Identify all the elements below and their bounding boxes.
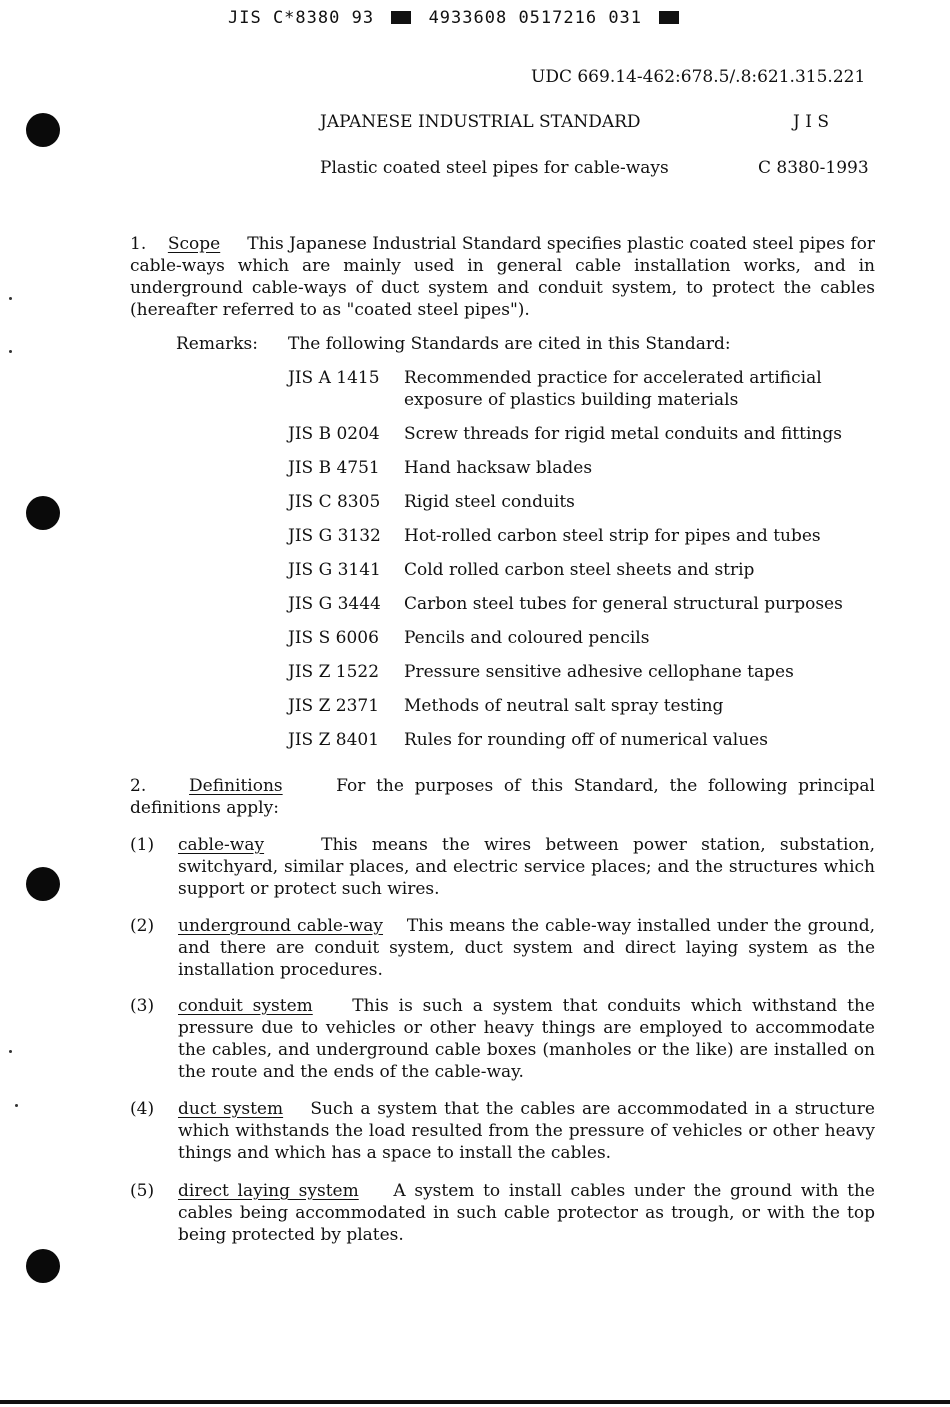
binder-hole	[26, 1249, 60, 1283]
remarks-text: The following Standards are cited in this Standard:	[288, 334, 731, 354]
list-item	[288, 695, 878, 717]
definition-item	[130, 915, 875, 981]
definition-term: conduit system	[178, 996, 313, 1016]
standard-code: JIS A 1415	[288, 368, 380, 388]
scan-mark	[9, 350, 12, 353]
cited-standards-list	[288, 367, 878, 763]
definition-text: Such a system that the cables are accommodated in a structure which withstands the load resulted from the pressure of vehicles or other heavy things and which has a space to install the cables.	[178, 1099, 875, 1163]
standard-code: JIS Z 2371	[288, 696, 380, 716]
scan-mark	[15, 1104, 18, 1107]
jis-mark: J I S	[793, 112, 829, 132]
standard-code: JIS Z 1522	[288, 662, 380, 682]
stamp-left: JIS C*8380 93	[228, 8, 375, 28]
standard-title: Carbon steel tubes for general structural purposes	[404, 594, 843, 614]
list-item	[288, 627, 878, 649]
standard-title: Pressure sensitive adhesive cellophane tapes	[404, 662, 794, 682]
scan-mark	[9, 1050, 12, 1053]
section-text: This Japanese Industrial Standard specifies plastic coated steel pipes for cable-ways which are mainly used in general cable installation works, and in underground cable-ways of duct system and conduit system, to protect the cables (hereafter referred to as "coated steel pipes").	[130, 234, 876, 320]
section-definitions	[130, 775, 875, 819]
standard-title: Pencils and coloured pencils	[404, 628, 650, 648]
section-scope	[130, 233, 875, 321]
definition-item	[130, 1180, 875, 1246]
section-heading: Scope	[167, 234, 221, 254]
list-item	[288, 457, 878, 479]
standard-code: JIS C 8305	[288, 492, 381, 512]
binder-hole	[26, 867, 60, 901]
standard-code: JIS G 3132	[288, 526, 381, 546]
standard-title: Plastic coated steel pipes for cable-ways	[320, 158, 669, 178]
definition-number: (2)	[130, 916, 155, 936]
section-number: 2.	[130, 776, 147, 796]
section-heading: Definitions	[189, 776, 283, 796]
section-number: 1.	[130, 234, 147, 254]
standard-organization: JAPANESE INDUSTRIAL STANDARD	[320, 112, 641, 132]
list-item	[288, 661, 878, 683]
standard-code: JIS B 0204	[288, 424, 380, 444]
standard-title: Methods of neutral salt spray testing	[404, 696, 724, 716]
definition-text: This is such a system that conduits which withstand the pressure due to vehicles or other heavy things are employed to accommodate the cables, and underground cable boxes (manholes or the like) are installed on the route and the ends of the cable-way.	[178, 996, 875, 1082]
standard-title: Recommended practice for accelerated artificial exposure of plastics building materials	[404, 368, 822, 410]
document-stamp	[228, 8, 685, 28]
list-item	[288, 367, 878, 411]
binder-hole	[26, 496, 60, 530]
standard-title: Screw threads for rigid metal conduits and fittings	[404, 424, 842, 444]
standard-code: JIS B 4751	[288, 458, 380, 478]
scan-mark	[9, 297, 12, 300]
definition-item	[130, 1098, 875, 1164]
standard-title: Rules for rounding off of numerical values	[404, 730, 768, 750]
definition-text: This means the wires between power station, substation, switchyard, similar places, and electric service places; and the structures which support or protect such wires.	[178, 835, 875, 899]
definition-number: (4)	[130, 1099, 155, 1119]
definition-number: (3)	[130, 996, 155, 1016]
definition-term: underground cable-way	[178, 916, 384, 936]
standard-code: JIS G 3444	[288, 594, 381, 614]
standard-title: Hand hacksaw blades	[404, 458, 593, 478]
standard-title: Hot-rolled carbon steel strip for pipes and tubes	[404, 526, 821, 546]
stamp-block-1	[391, 11, 411, 24]
definition-number: (1)	[130, 835, 155, 855]
stamp-middle: 4933608 0517216 031	[428, 8, 643, 28]
definition-number: (5)	[130, 1181, 155, 1201]
list-item	[288, 525, 878, 547]
definition-term: direct laying system	[178, 1181, 359, 1201]
list-item	[288, 559, 878, 581]
standard-title: Rigid steel conduits	[404, 492, 575, 512]
standard-code: JIS S 6006	[288, 628, 379, 648]
definition-term: cable-way	[178, 835, 265, 855]
binder-hole	[26, 113, 60, 147]
list-item	[288, 491, 878, 513]
list-item	[288, 729, 878, 751]
standard-title: Cold rolled carbon steel sheets and strip	[404, 560, 755, 580]
standard-number: C 8380-1993	[758, 158, 869, 178]
section-text: For the purposes of this Standard, the following principal definitions apply:	[130, 776, 875, 818]
standard-code: JIS G 3141	[288, 560, 381, 580]
list-item	[288, 423, 878, 445]
standard-code: JIS Z 8401	[288, 730, 380, 750]
list-item	[288, 593, 878, 615]
definition-item	[130, 995, 875, 1083]
definition-item	[130, 834, 875, 900]
page-bottom-edge	[0, 1400, 950, 1404]
stamp-block-2	[659, 11, 679, 24]
definition-term: duct system	[178, 1099, 284, 1119]
remarks-label: Remarks:	[176, 334, 258, 354]
definition-text: This means the cable-way installed under the ground, and there are conduit system, duct system and direct laying system as the installation procedures.	[178, 916, 875, 980]
udc-code: UDC 669.14-462:678.5/.8:621.315.221	[531, 67, 866, 87]
definition-text: A system to install cables under the ground with the cables being accommodated in such cable protector as trough, or with the top being protected by plates.	[178, 1181, 875, 1245]
